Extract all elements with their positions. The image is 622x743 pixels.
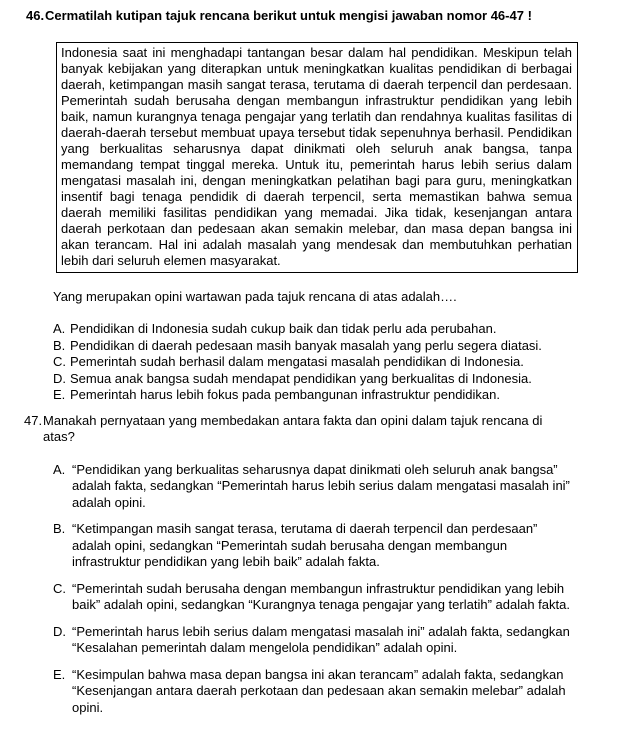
option-letter: D. xyxy=(53,370,66,386)
q46-option-b xyxy=(53,338,622,355)
editorial-passage-box xyxy=(56,42,578,273)
option-text: “Pendidikan yang berkualitas seharusnya dapat dinikmati oleh seluruh anak bangsa” adalah fakta, sedangkan “Pemerintah harus lebih serius dalam mengatasi masalah ini” adalah opini. xyxy=(72,461,570,510)
q46-option-a xyxy=(53,321,622,338)
question-46-options xyxy=(53,321,622,404)
question-46-number: 46. xyxy=(26,8,45,23)
option-text: “Pemerintah harus lebih serius dalam mengatasi masalah ini” adalah fakta, sedangkan “Kesalahan pemerintah dalam mengelola pendidikan” adalah opini. xyxy=(72,623,570,655)
q47-option-c xyxy=(53,581,594,614)
option-letter: D. xyxy=(53,623,66,639)
option-text: Pendidikan di daerah pedesaan masih banyak masalah yang perlu segera diatasi. xyxy=(70,337,542,353)
option-letter: B. xyxy=(53,521,66,536)
option-text: “Pemerintah sudah berusaha dengan membangun infrastruktur pendidikan yang lebih baik” adalah opini, sedangkan “Kurangnya tenaga pengajar yang terlatih” adalah fakta. xyxy=(72,580,570,612)
question-46-prompt: Yang merupakan opini wartawan pada tajuk rencana di atas adalah…. xyxy=(53,288,457,304)
option-letter: E. xyxy=(53,387,66,402)
option-text: Semua anak bangsa sudah mendapat pendidikan yang berkualitas di Indonesia. xyxy=(70,370,532,386)
q47-option-d xyxy=(53,624,594,657)
option-letter: E. xyxy=(53,666,66,682)
q46-option-d xyxy=(53,371,622,388)
option-text: Pendidikan di Indonesia sudah cukup baik dan tidak perlu ada perubahan. xyxy=(70,321,497,336)
editorial-passage-text: Indonesia saat ini menghadapi tantangan besar dalam hal pendidikan. Meskipun telah banyak kebijakan yang diterapkan untuk meningkatkan kualitas pendidikan di berbagai daerah, ketimpangan masih sangat terasa, terutama di daerah terpencil dan perdesaan. Pemerintah sudah berusaha dengan membangun infrastruktur pendidikan yang lebih baik, namun kurangnya tenaga pengajar yang terlatih dan rendahnya kualitas fasilitas di daerah-daerah tersebut membuat upaya tersebut tidak sepenuhnya berhasil. Pendidikan yang berkualitas seharusnya dapat dinikmati oleh seluruh anak bangsa, tanpa memandang tempat tinggal mereka. Untuk itu, pemerintah harus lebih serius dalam mengatasi masalah ini, dengan meningkatkan pelatihan bagi para guru, meningkatkan insentif bagi tenaga pendidik di daerah terpencil, serta memastikan bahwa semua daerah memiliki fasilitas pendidikan yang memadai. Jika tidak, kesenjangan antara daerah perkotaan dan pedesaan akan semakin melebar, dan masa depan bangsa ini akan terancam. Hal ini adalah masalah yang mendesak dan membutuhkan perhatian lebih dari seluruh elemen masyarakat. xyxy=(61,44,572,268)
option-letter: A. xyxy=(53,461,66,477)
q47-option-e xyxy=(53,667,594,717)
question-47-prompt: Manakah pernyataan yang membedakan antara fakta dan opini dalam tajuk rencana di atas? xyxy=(43,412,543,444)
option-text: “Kesimpulan bahwa masa depan bangsa ini akan terancam” adalah fakta, sedangkan “Kesenjangan antara daerah perkotaan dan pedesaan akan semakin melebar” adalah opini. xyxy=(72,666,566,715)
question-47-number: 47. xyxy=(24,412,43,428)
question-46-instruction: Cermatilah kutipan tajuk rencana berikut untuk mengisi jawaban nomor 46-47 ! xyxy=(45,8,532,23)
question-47-content xyxy=(43,413,622,727)
option-letter: C. xyxy=(53,580,66,596)
q46-option-e xyxy=(53,387,622,404)
question-46-header xyxy=(0,8,622,25)
q47-option-b xyxy=(53,521,594,571)
q46-option-c xyxy=(53,354,622,371)
option-text: Pemerintah harus lebih fokus pada pembangunan infrastruktur pendidikan. xyxy=(70,387,500,402)
option-text: “Ketimpangan masih sangat terasa, terutama di daerah terpencil dan perdesaan” adalah opini, sedangkan “Pemerintah sudah berusaha dengan membangun infrastruktur pendidikan yang lebih baik” adalah fakta. xyxy=(72,521,538,569)
q47-option-a xyxy=(53,462,594,512)
option-letter: A. xyxy=(53,321,66,336)
option-letter: B. xyxy=(53,337,66,353)
question-47-options xyxy=(43,462,594,717)
question-47-block xyxy=(0,413,622,727)
option-text: Pemerintah sudah berhasil dalam mengatasi masalah pendidikan di Indonesia. xyxy=(70,354,524,369)
option-letter: C. xyxy=(53,354,66,369)
